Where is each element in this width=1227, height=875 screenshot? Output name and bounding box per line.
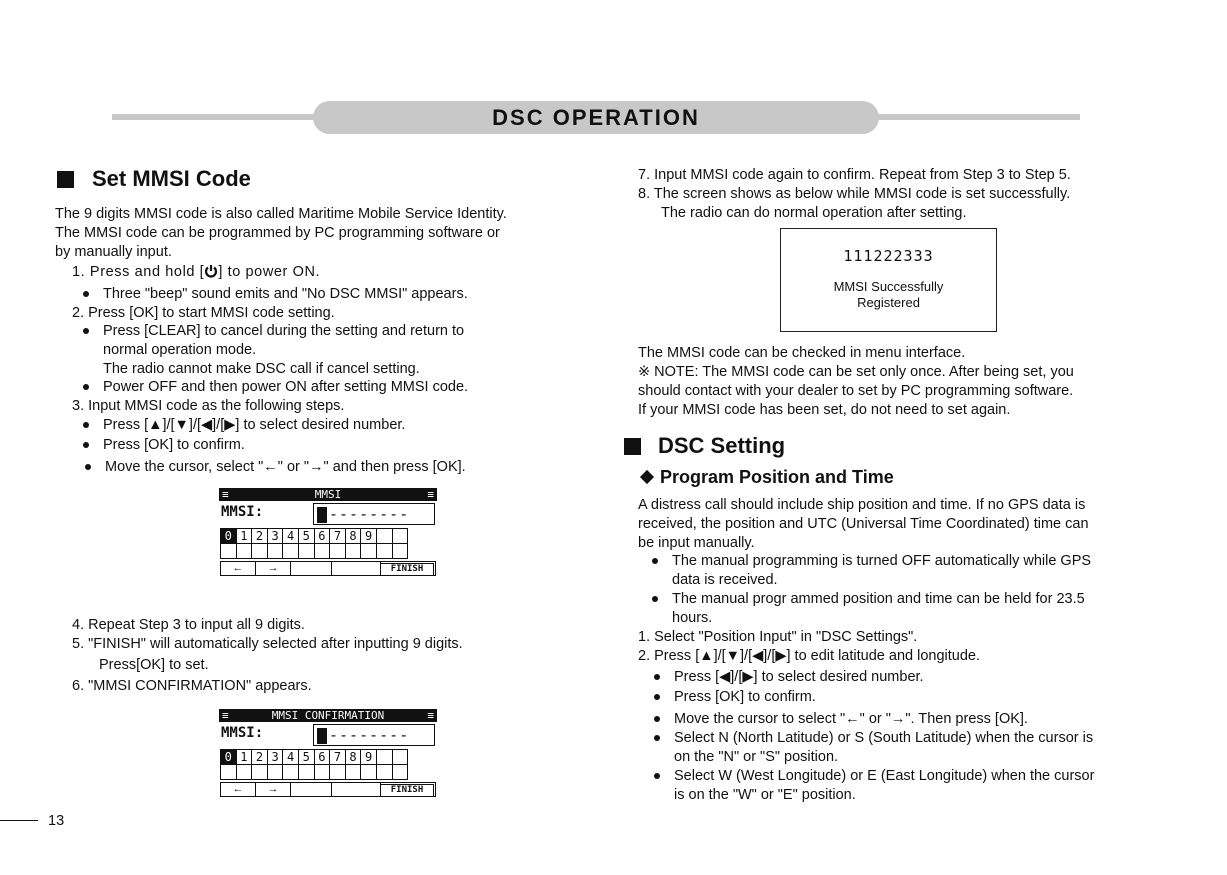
lcd-title-bar: MMSI CONFIRMATION <box>219 709 437 722</box>
diamond-bullet-icon <box>640 470 654 484</box>
grid-cell <box>283 765 299 780</box>
digit-grid <box>220 528 408 559</box>
finish-label: FINISH <box>380 784 434 797</box>
section-square-icon <box>57 171 74 188</box>
digit-cell: 3 <box>267 529 283 544</box>
blank-cell <box>291 562 332 575</box>
page-number: 13 <box>48 813 65 829</box>
digit-cell: 2 <box>252 529 268 544</box>
bullet-hold-time-cont: hours. <box>672 610 713 626</box>
step-7: 7. Input MMSI code again to confirm. Repeat from Step 3 to Step 5. <box>638 167 1071 183</box>
page-number-rule <box>0 820 38 821</box>
grid-cell <box>361 544 377 559</box>
grid-cell <box>298 544 314 559</box>
step-5: 5. "FINISH" will automatically selected after inputting 9 digits. <box>72 636 463 652</box>
step-4: 4. Repeat Step 3 to input all 9 digits. <box>72 617 305 633</box>
bullet-gps: The manual programming is turned OFF automatically while GPS <box>672 553 1092 569</box>
menu-icon: ≡ <box>222 709 229 722</box>
note-line-3: should contact with your dealer to set by PC programming software. <box>638 383 1074 399</box>
intro-line-3: by manually input. <box>55 244 172 260</box>
right-arrow-icon: → <box>256 562 291 575</box>
step-2-bullet-1-note: The radio cannot make DSC call if cancel setting. <box>103 361 420 377</box>
intro-line-2: The MMSI code can be programmed by PC programming software or <box>55 225 500 241</box>
chapter-title: DSC OPERATION <box>313 101 879 134</box>
header-rule-left <box>112 114 322 120</box>
lcd-mmsi-screen <box>219 488 437 578</box>
lcd-mmsi-label: MMSI: <box>221 504 264 520</box>
lcd-dashes: -------- <box>329 505 410 523</box>
right-step-2-bullet-4: Select N (North Latitude) or S (South Latitude) when the cursor is <box>674 730 1094 746</box>
note-line-4: If your MMSI code has been set, do not need to set again. <box>638 402 1011 418</box>
grid-cell <box>267 544 283 559</box>
section-title-dsc-setting: DSC Setting <box>658 433 786 458</box>
lcd-title-bar: MMSI <box>219 488 437 501</box>
right-arrow-icon: → <box>256 783 291 796</box>
grid-cell <box>267 765 283 780</box>
grid-cell <box>314 544 330 559</box>
grid-cell <box>392 765 408 780</box>
right-step-2-bullet-5-cont: is on the "W" or "E" position. <box>674 787 856 803</box>
lcd-mmsi-confirmation-screen <box>219 709 437 799</box>
digit-cell: 9 <box>361 750 377 765</box>
note-line-1: The MMSI code can be checked in menu interface. <box>638 345 966 361</box>
blank-cell <box>291 783 332 796</box>
step-8-cont: The radio can do normal operation after setting. <box>661 205 967 221</box>
success-line-2: Registered <box>857 295 920 310</box>
step-3-bullet-3: Move the cursor, select "←" or "→" and then press [OK]. <box>105 459 466 475</box>
success-message <box>781 279 996 311</box>
grid-cell <box>314 765 330 780</box>
step-2-bullet-2: Power OFF and then power ON after setting MMSI code. <box>103 379 469 395</box>
left-arrow-icon: ← <box>221 562 256 575</box>
digit-cell: 1 <box>236 529 252 544</box>
digit-cell: 3 <box>267 750 283 765</box>
digit-cell: 0 <box>221 529 237 544</box>
para-line-3: be input manually. <box>638 535 755 551</box>
digit-cell: 8 <box>345 750 361 765</box>
right-step-2-bullet-2: Press [OK] to confirm. <box>674 689 816 705</box>
grid-cell <box>221 544 237 559</box>
left-arrow-icon: ← <box>221 783 256 796</box>
intro-line-1: The 9 digits MMSI code is also called Maritime Mobile Service Identity. <box>55 206 507 222</box>
digit-cell: 5 <box>298 529 314 544</box>
right-step-2: 2. Press [▲]/[▼]/[◀]/[▶] to edit latitude and longitude. <box>638 648 980 664</box>
step-1-text-end: ] to power ON. <box>218 264 321 280</box>
grid-cell <box>376 765 392 780</box>
success-line-1: MMSI Successfully <box>833 279 944 294</box>
grid-cell <box>252 765 268 780</box>
power-icon <box>204 264 218 278</box>
digit-cell: 2 <box>252 750 268 765</box>
step-5-cont: Press[OK] to set. <box>99 657 209 673</box>
success-mmsi-number: 111222333 <box>843 247 934 265</box>
step-6: 6. "MMSI CONFIRMATION" appears. <box>72 678 312 694</box>
digit-cell: 9 <box>361 529 377 544</box>
section-square-icon <box>624 438 641 455</box>
right-step-2-bullet-5: Select W (West Longitude) or E (East Longitude) when the cursor <box>674 768 1095 784</box>
header-rule-right <box>870 114 1080 120</box>
step-1-text: 1. Press and hold [ <box>72 264 205 280</box>
digit-cell: 4 <box>283 529 299 544</box>
cursor-block <box>317 507 327 523</box>
lcd-nav-row <box>220 561 436 576</box>
grid-cell <box>392 544 408 559</box>
right-step-2-bullet-1: Press [◀]/[▶] to select desired number. <box>674 669 924 685</box>
note-line-2: ※ NOTE: The MMSI code can be set only once. After being set, you <box>638 364 1074 380</box>
step-8: 8. The screen shows as below while MMSI code is set successfully. <box>638 186 1071 202</box>
step-3-bullet-2: Press [OK] to confirm. <box>103 437 245 453</box>
menu-icon: ≡ <box>222 488 229 501</box>
bullet-hold-time: The manual progr ammed position and time can be held for 23.5 <box>672 591 1085 607</box>
lcd-nav-row <box>220 782 436 797</box>
para-line-2: received, the position and UTC (Universal Time Coordinated) time can <box>638 516 1089 532</box>
finish-label: FINISH <box>380 563 434 576</box>
grid-cell <box>236 544 252 559</box>
digit-cell <box>376 750 392 765</box>
subsection-title: Program Position and Time <box>660 467 894 487</box>
lcd-dashes: -------- <box>329 726 410 744</box>
grid-cell <box>221 765 237 780</box>
digit-cell: 7 <box>330 750 346 765</box>
digit-cell: 8 <box>345 529 361 544</box>
lcd-mmsi-label: MMSI: <box>221 725 264 741</box>
menu-icon: ≡ <box>427 709 434 722</box>
menu-icon: ≡ <box>427 488 434 501</box>
digit-cell: 4 <box>283 750 299 765</box>
grid-cell <box>283 544 299 559</box>
blank-cell <box>332 562 381 575</box>
right-step-2-bullet-4-cont: on the "N" or "S" position. <box>674 749 839 765</box>
grid-cell <box>252 544 268 559</box>
digit-cell <box>392 529 408 544</box>
cursor-block <box>317 728 327 744</box>
digit-cell: 7 <box>330 529 346 544</box>
grid-cell <box>361 765 377 780</box>
digit-cell: 0 <box>221 750 237 765</box>
grid-cell <box>330 765 346 780</box>
digit-cell: 6 <box>314 750 330 765</box>
right-step-1: 1. Select "Position Input" in "DSC Settings". <box>638 629 918 645</box>
digit-cell: 6 <box>314 529 330 544</box>
digit-grid <box>220 749 408 780</box>
section-title-set-mmsi: Set MMSI Code <box>92 166 251 191</box>
right-step-2-bullet-3: Move the cursor to select "←" or "→". Then press [OK]. <box>674 711 1028 727</box>
grid-cell <box>330 544 346 559</box>
digit-cell: 1 <box>236 750 252 765</box>
step-2: 2. Press [OK] to start MMSI code setting. <box>72 305 335 321</box>
blank-cell <box>332 783 381 796</box>
grid-cell <box>236 765 252 780</box>
grid-cell <box>376 544 392 559</box>
grid-cell <box>298 765 314 780</box>
digit-cell <box>376 529 392 544</box>
digit-cell: 5 <box>298 750 314 765</box>
step-1 <box>72 263 320 281</box>
digit-cell <box>392 750 408 765</box>
lcd-mmsi-field <box>313 724 435 746</box>
step-3-bullet-1: Press [▲]/[▼]/[◀]/[▶] to select desired number. <box>103 417 406 433</box>
para-line-1: A distress call should include ship position and time. If no GPS data is <box>638 497 1086 513</box>
step-2-bullet-1: Press [CLEAR] to cancel during the setting and return to <box>103 323 465 339</box>
success-screen <box>780 228 997 332</box>
grid-cell <box>345 544 361 559</box>
step-2-bullet-1-cont: normal operation mode. <box>103 342 257 358</box>
lcd-mmsi-field <box>313 503 435 525</box>
step-3: 3. Input MMSI code as the following steps. <box>72 398 345 414</box>
grid-cell <box>345 765 361 780</box>
step-1-bullet-1: Three "beep" sound emits and "No DSC MMSI" appears. <box>103 286 468 302</box>
bullet-gps-cont: data is received. <box>672 572 778 588</box>
